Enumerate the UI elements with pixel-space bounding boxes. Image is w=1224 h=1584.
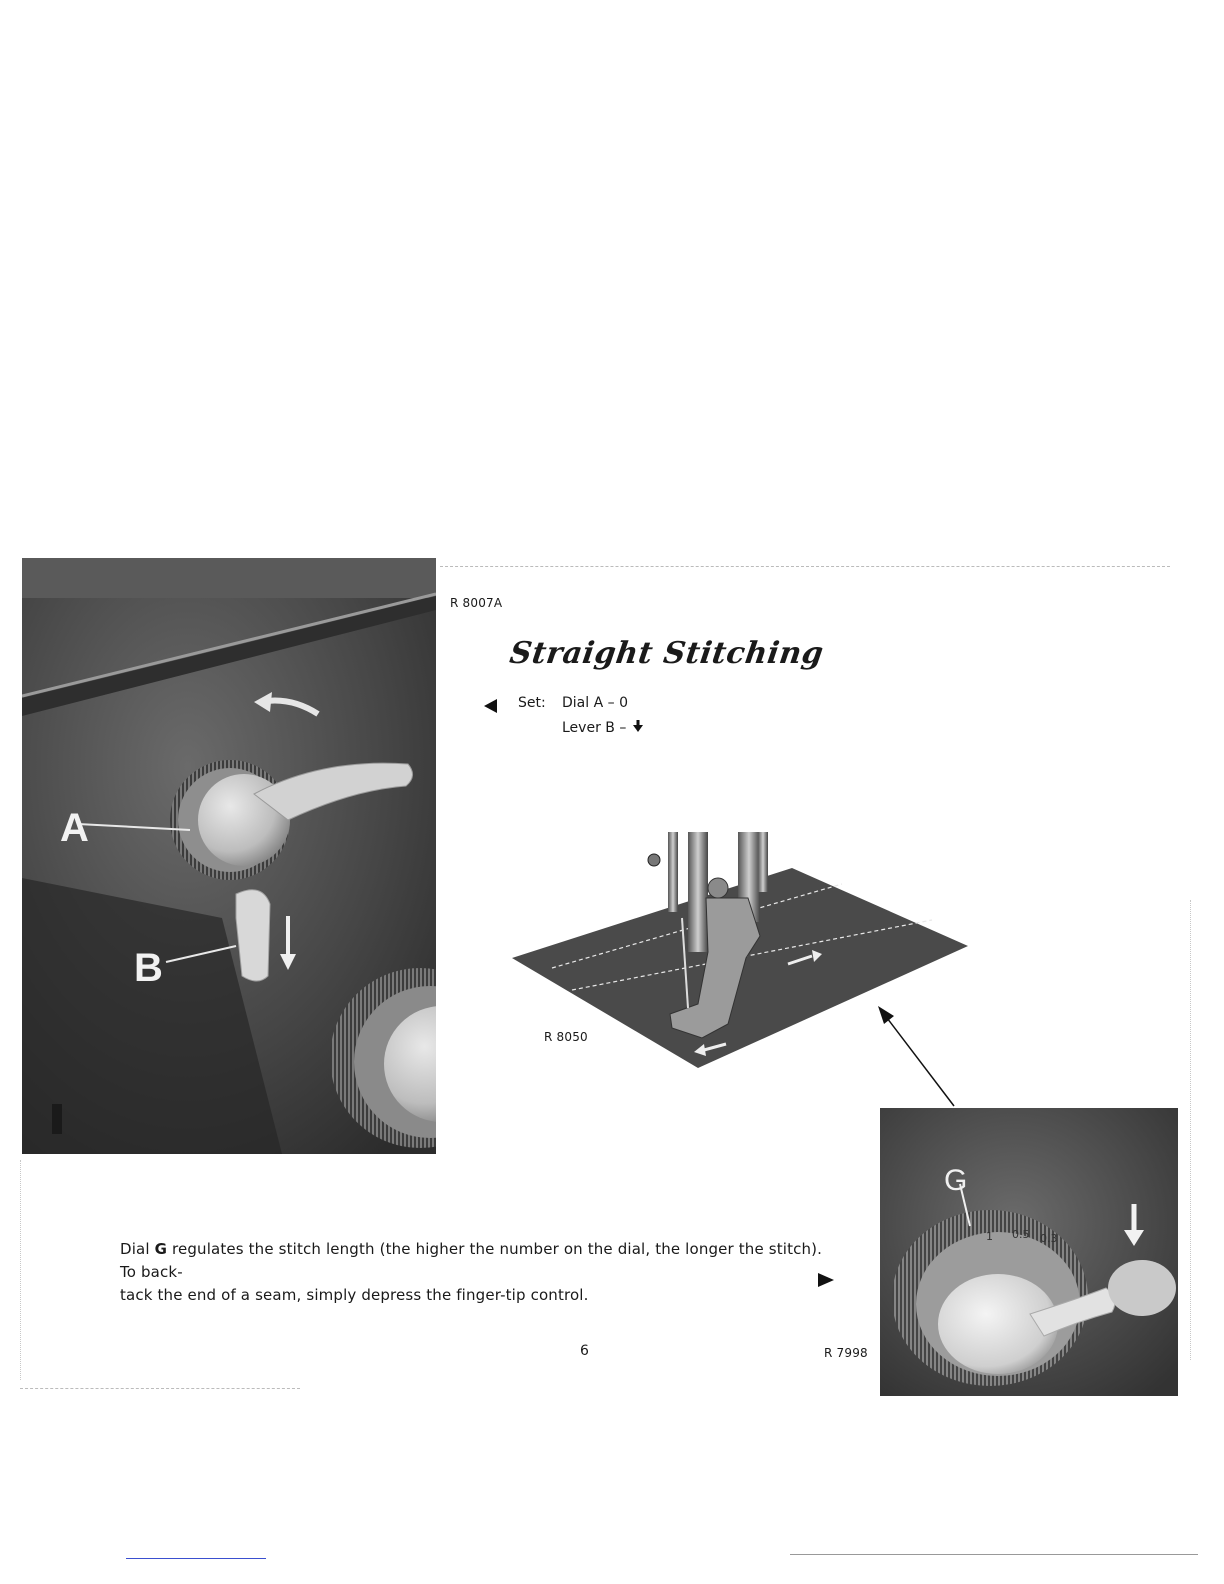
dial-g-photo: [880, 1108, 1178, 1396]
dial-g-mark-3: 0.3: [1040, 1232, 1058, 1245]
connector-arrow: [874, 1002, 964, 1116]
body-line-2: tack the end of a seam, simply depress the finger-tip control.: [120, 1286, 589, 1304]
set-label: Set:: [518, 695, 546, 711]
page-number: 6: [580, 1343, 589, 1359]
callout-b: B: [134, 946, 163, 990]
page-title: Straight Stitching: [507, 636, 826, 671]
body-line-1-rest: regulates the stitch length (the higher the number on the dial, the longer the stitch). To back-: [120, 1240, 823, 1281]
dial-g-mark-2: 0.5: [1012, 1228, 1030, 1241]
down-arrow-icon: [633, 720, 643, 736]
dial-g-mark-1: 1: [986, 1230, 993, 1243]
body-line-1: [120, 1238, 840, 1284]
dial-a-lever-b-photo: [22, 558, 436, 1154]
body-paragraph: [120, 1238, 840, 1307]
right-triangle-icon: [818, 1272, 834, 1291]
callout-a: A: [60, 806, 89, 850]
setting-lever-b: [562, 720, 643, 736]
left-triangle-icon: [484, 698, 498, 717]
photo-code-r7998: R 7998: [824, 1346, 868, 1360]
body-dial-letter: G: [154, 1240, 168, 1258]
scan-edge-right: [1190, 900, 1191, 1360]
setting-dial-a: Dial A – 0: [562, 695, 628, 711]
setting-lever-b-text: Lever B –: [562, 720, 627, 736]
photo-code-r8007a: R 8007A: [450, 596, 503, 610]
scan-edge-bottom-left: [20, 1388, 300, 1389]
callout-g: G: [944, 1164, 968, 1197]
scan-edge-bottom-link: [126, 1558, 266, 1559]
photo-code-r8050: R 8050: [544, 1030, 588, 1044]
scan-edge-bottom-right: [790, 1554, 1198, 1555]
scan-edge-left: [20, 1160, 21, 1380]
scan-edge-top: [440, 566, 1170, 567]
body-lead: Dial: [120, 1240, 150, 1258]
